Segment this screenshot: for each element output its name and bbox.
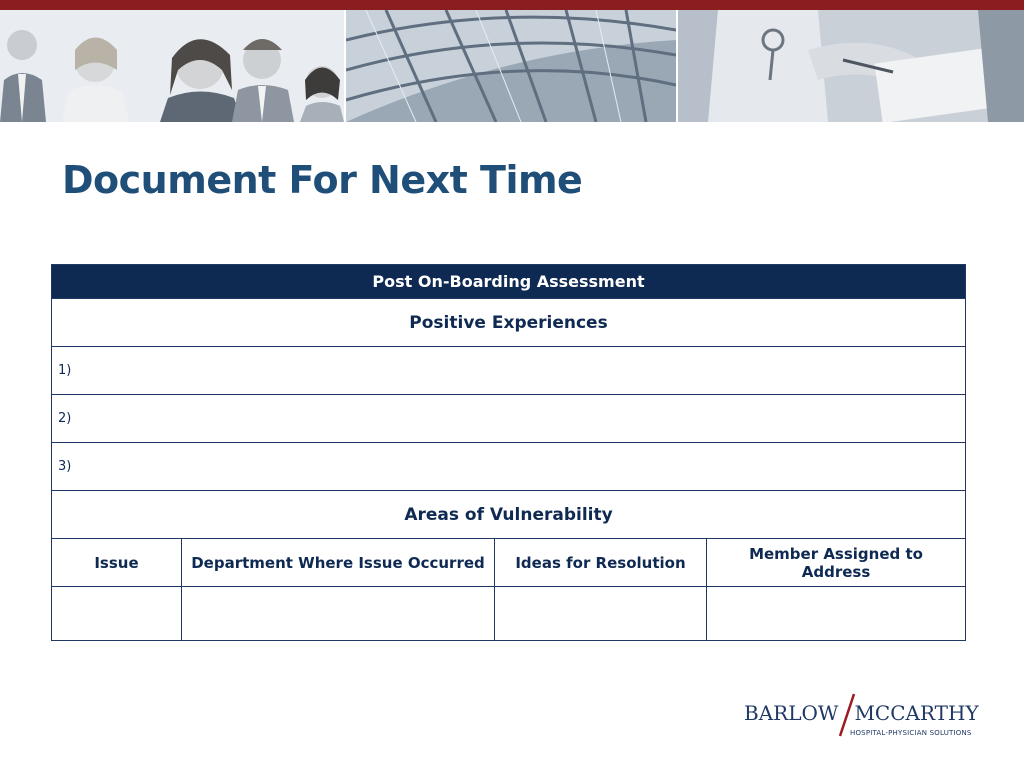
logo-name-left: BARLOW [744, 701, 839, 725]
member-cell[interactable] [707, 587, 966, 641]
positive-item-3[interactable]: 3) [52, 443, 966, 491]
logo-tagline: HOSPITAL-PHYSICIAN SOLUTIONS [850, 729, 972, 737]
table-row [52, 395, 966, 443]
column-header-issue: Issue [52, 539, 182, 587]
top-accent-bar [0, 0, 1024, 10]
table-header-row [52, 265, 966, 299]
table-row [52, 587, 966, 641]
table-title: Post On-Boarding Assessment [52, 265, 966, 299]
section-row-positive [52, 299, 966, 347]
table-row [52, 347, 966, 395]
column-header-ideas: Ideas for Resolution [495, 539, 707, 587]
department-cell[interactable] [182, 587, 495, 641]
positive-item-1[interactable]: 1) [52, 347, 966, 395]
header-banner [0, 10, 1024, 122]
areas-of-vulnerability-heading: Areas of Vulnerability [52, 491, 966, 539]
team-photo [0, 10, 344, 122]
glass-building-photo [346, 10, 676, 122]
table-row [52, 443, 966, 491]
column-header-department: Department Where Issue Occurred [182, 539, 495, 587]
ideas-cell[interactable] [495, 587, 707, 641]
assessment-table [51, 264, 966, 641]
company-logo [744, 690, 984, 742]
logo-name-right: MCCARTHY [854, 701, 979, 725]
section-row-vulnerability [52, 491, 966, 539]
column-header-member: Member Assigned to Address [707, 539, 966, 587]
column-header-row [52, 539, 966, 587]
positive-experiences-heading: Positive Experiences [52, 299, 966, 347]
positive-item-2[interactable]: 2) [52, 395, 966, 443]
issue-cell[interactable] [52, 587, 182, 641]
physician-photo [678, 10, 1024, 122]
logo-wordmark [744, 701, 979, 725]
page-title: Document For Next Time [62, 158, 583, 202]
